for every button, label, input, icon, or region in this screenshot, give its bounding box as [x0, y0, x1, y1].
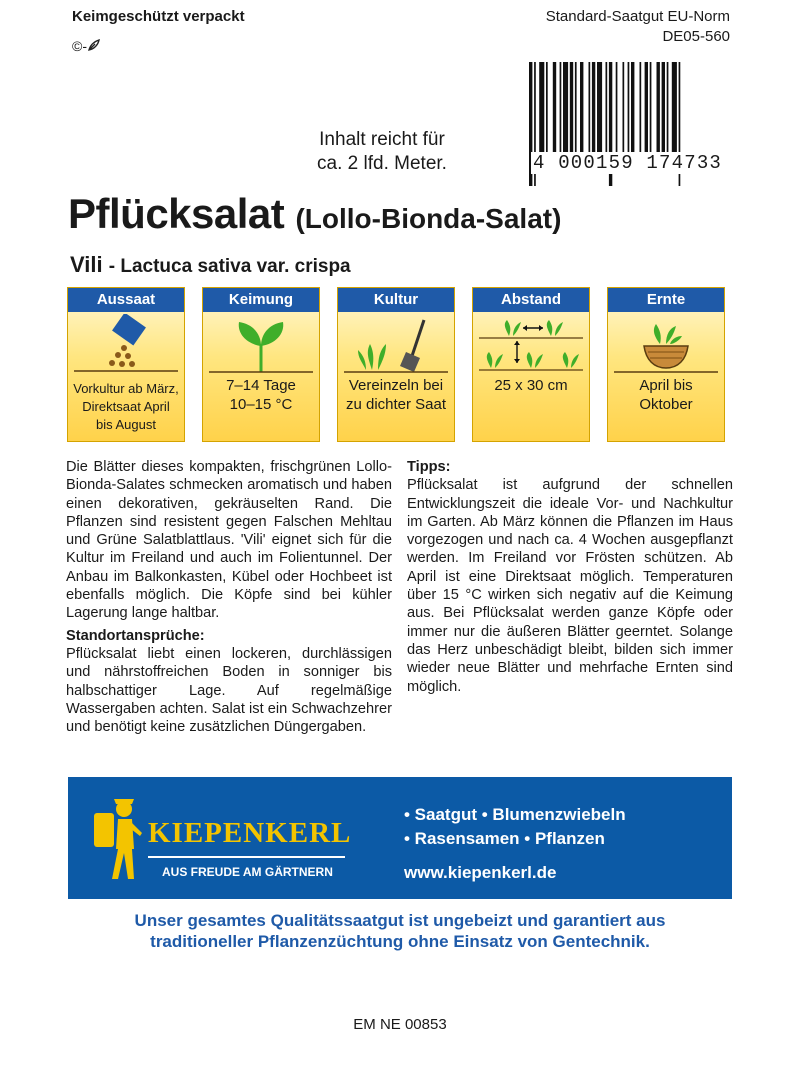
barcode-number: 4 000159 174733	[533, 152, 723, 174]
seed-packet-icon	[68, 314, 184, 378]
em-code: EM NE 00853	[353, 1016, 447, 1033]
panel-title: Abstand	[473, 288, 589, 312]
brand-banner	[68, 777, 732, 899]
product-subtitle: (Lollo-Bionda-Salat)	[295, 203, 562, 234]
description-text: Die Blätter dieses kompakten, frischgrünen Lollo-Bionda-Salates schmecken aromatisch und haben einen dekorativen, gekräuselten Rand. Die Pflanzen sind resistent gegen Falschen Mehltau und Grüne Salatblattlaus. 'Vili' eignet sich für die Kultur im Freiland und auch im Folientunnel. Der Anbau im Balkonkasten, Kübel oder Hochbeet ist ebenfalls möglich. Die Köpfe sind bei kühler Lagerung lange haltbar.	[66, 459, 392, 622]
brand-logo: KIEPENKERL	[148, 817, 352, 849]
panel-sowing	[67, 287, 185, 442]
panel-spacing	[472, 287, 590, 442]
product-range-line-1: • Saatgut • Blumenzwiebeln	[404, 805, 626, 824]
plant-variety-icon	[87, 39, 101, 51]
location-heading: Standortansprüche:	[66, 627, 205, 644]
panel-title: Keimung	[203, 288, 319, 312]
spacing-icon	[473, 314, 589, 378]
product-range-line-2: • Rasensamen • Pflanzen	[404, 829, 605, 848]
control-code: DE05-560	[662, 28, 730, 45]
variety-name: Vili	[70, 252, 103, 277]
content-note: Inhalt reicht für ca. 2 lfd. Meter.	[317, 129, 447, 174]
seed-standard: Standard-Saatgut EU-Norm	[545, 8, 730, 25]
panel-harvest	[607, 287, 725, 442]
panel-info: 7–14 Tage 10–15 °C	[226, 377, 296, 413]
panel-info: 25 x 30 cm	[494, 377, 568, 394]
panel-info: April bis Oktober	[639, 377, 693, 413]
tips-text: Pflücksalat ist aufgrund der schnellen Entwicklungszeit die ideale Vor- und Nachkultur im Garten. Ab März können die Pflanzen im Haus vorgezogen und nach ca. 4 Wochen ausgepflanzt werden. Im Freiland vor Frösten schützen. Ab April ist eine Direktsaat möglich. Temperaturen über 15 °C wirken sich negativ auf die Keimung aus. Bei Pflücksalat werden ganze Köpfe oder immer nur die äußeren Blätter geerntet. Solange das Herz unbeschädigt bleibt, bilden sich immer wieder neue Blätter und mehrfache Ernten sind möglich.	[407, 477, 733, 695]
tips-heading: Tipps:	[407, 459, 451, 475]
germ-protected-label: Keimgeschützt verpackt	[72, 8, 245, 25]
brand-slogan: AUS FREUDE AM GÄRTNERN	[162, 865, 333, 879]
panel-info: Vorkultur ab März, Direktsaat April bis August	[73, 381, 179, 432]
panel-info: Vereinzeln bei zu dichter Saat	[345, 377, 447, 413]
kiepenkerl-figure-icon	[88, 793, 148, 883]
quality-note: Unser gesamtes Qualitätssaatgut ist ungebeizt und garantiert aus traditioneller Pflanzenzüchtung ohne Einsatz von Gentechnik.	[134, 911, 666, 951]
harvest-bowl-icon	[608, 314, 724, 378]
product-title	[68, 190, 561, 238]
panel-title: Kultur	[338, 288, 454, 312]
panel-title: Ernte	[608, 288, 724, 312]
brand-website-link[interactable]: www.kiepenkerl.de	[404, 863, 557, 882]
copyright-mark: ©-	[72, 38, 101, 54]
variety-line	[70, 252, 351, 278]
panel-cultivation	[337, 287, 455, 442]
location-text: Pflücksalat liebt einen lockeren, durchlässigen und nährstoffreichen Boden in sonniger bis halbschattiger Lage. Auf regelmäßige Wassergaben achten. Salat ist ein Schwachzehrer und benötigt keine zusätzlichen Düngergaben.	[66, 645, 392, 736]
seedling-icon	[203, 314, 319, 378]
brand-divider	[148, 856, 345, 858]
product-name: Pflücksalat	[68, 190, 285, 237]
panel-germination	[202, 287, 320, 442]
right-column	[407, 458, 733, 696]
panel-title: Aussaat	[68, 288, 184, 312]
left-column	[66, 458, 392, 736]
latin-name: - Lactuca sativa var. crispa	[108, 256, 351, 277]
spade-icon	[338, 314, 454, 378]
